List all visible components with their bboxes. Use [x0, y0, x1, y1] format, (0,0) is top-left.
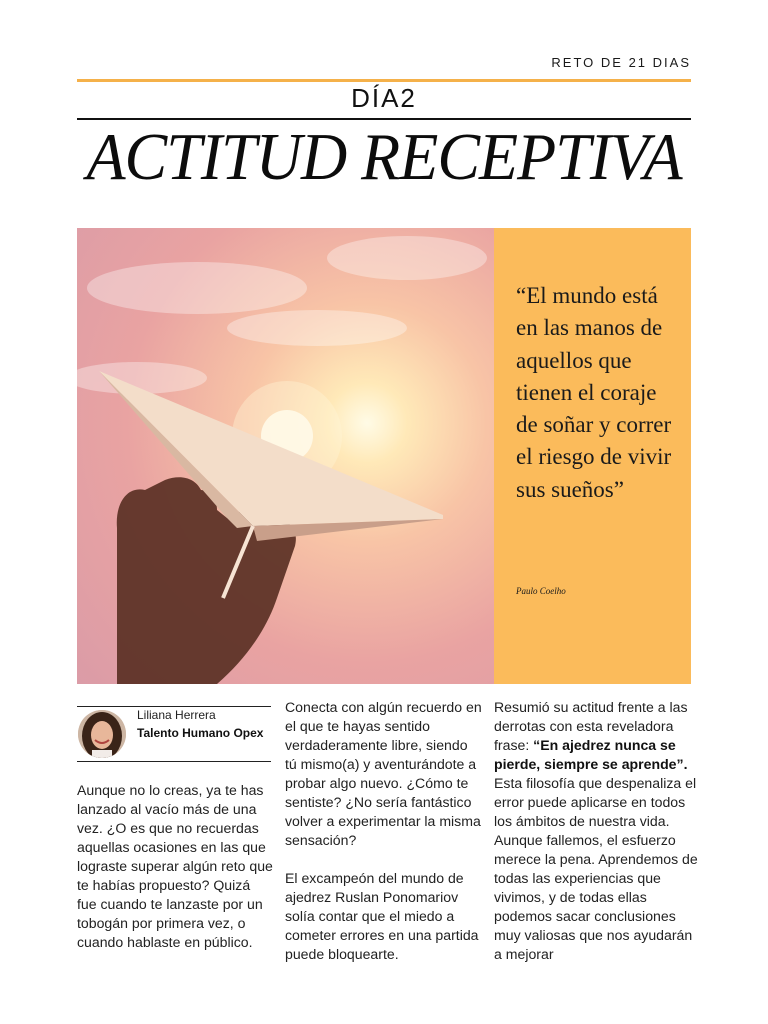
- paragraph-text: Resumió su actitud frente a las derrotas con esta reveladora frase:: [494, 699, 688, 753]
- article-column-2: [285, 698, 483, 964]
- avatar: [78, 710, 126, 758]
- quote-author: Paulo Coelho: [516, 586, 566, 596]
- hero-photo: [77, 228, 494, 684]
- paragraph: [494, 698, 698, 774]
- paragraph: Conecta con algún recuerdo en el que te hayas sentido verdaderamente libre, siendo tú mismo(a) y aventurándote a probar algo nuevo. ¿Cómo te sentiste? ¿No sería fantástico volver a experimentar la misma sensación?: [285, 699, 482, 848]
- accent-rule: [77, 79, 691, 82]
- page-title: ACTITUD RECEPTIVA: [86, 119, 682, 194]
- quote-text: “El mundo está en las manos de aquellos que tienen el coraje de soñar y correr el riesgo de vivir sus sueños”: [516, 283, 672, 502]
- paragraph: El excampeón del mundo de ajedrez Ruslan Ponomariov solía contar que el miedo a cometer errores en una partida puede bloquearte.: [285, 870, 479, 962]
- hero-illustration: [77, 228, 494, 684]
- article-column-3: [494, 698, 698, 964]
- author-name: Liliana Herrera: [137, 708, 216, 722]
- paragraph: Aunque no lo creas, ya te has lanzado al vacío más de una vez. ¿O es que no recuerdas aquellas ocasiones en las que lograste superar algún reto que te habías propuesto? Quizá fue cuando te lanzaste por un tobogán por primera vez, o cuando hablaste en público.: [77, 782, 273, 950]
- cloud-shapes: [77, 236, 487, 394]
- series-label: RETO DE 21 DIAS: [551, 55, 691, 70]
- byline-divider-bottom: [77, 761, 271, 762]
- byline-divider-top: [77, 706, 271, 707]
- highlighted-quote: “En ajedrez nunca se pierde, siempre se aprende”: [494, 737, 684, 772]
- paragraph: Esta filosofía que despenaliza el error puede aplicarse en todos los ámbitos de nuestra vida. Aunque fallemos, el esfuerzo merece la pena. Aprendemos de todas las experiencias que vivimos, y de todas ellas podemos sacar conclusiones muy valiosas que nos ayudarán a mejorar: [494, 775, 698, 962]
- day-label: DÍA2: [351, 83, 417, 113]
- avatar-portrait-icon: [78, 710, 126, 758]
- article-column-1: [77, 781, 273, 952]
- author-role: Talento Humano Opex: [137, 726, 264, 740]
- quote-panel: [494, 228, 691, 684]
- highlighted-quote-period: .: [683, 756, 688, 772]
